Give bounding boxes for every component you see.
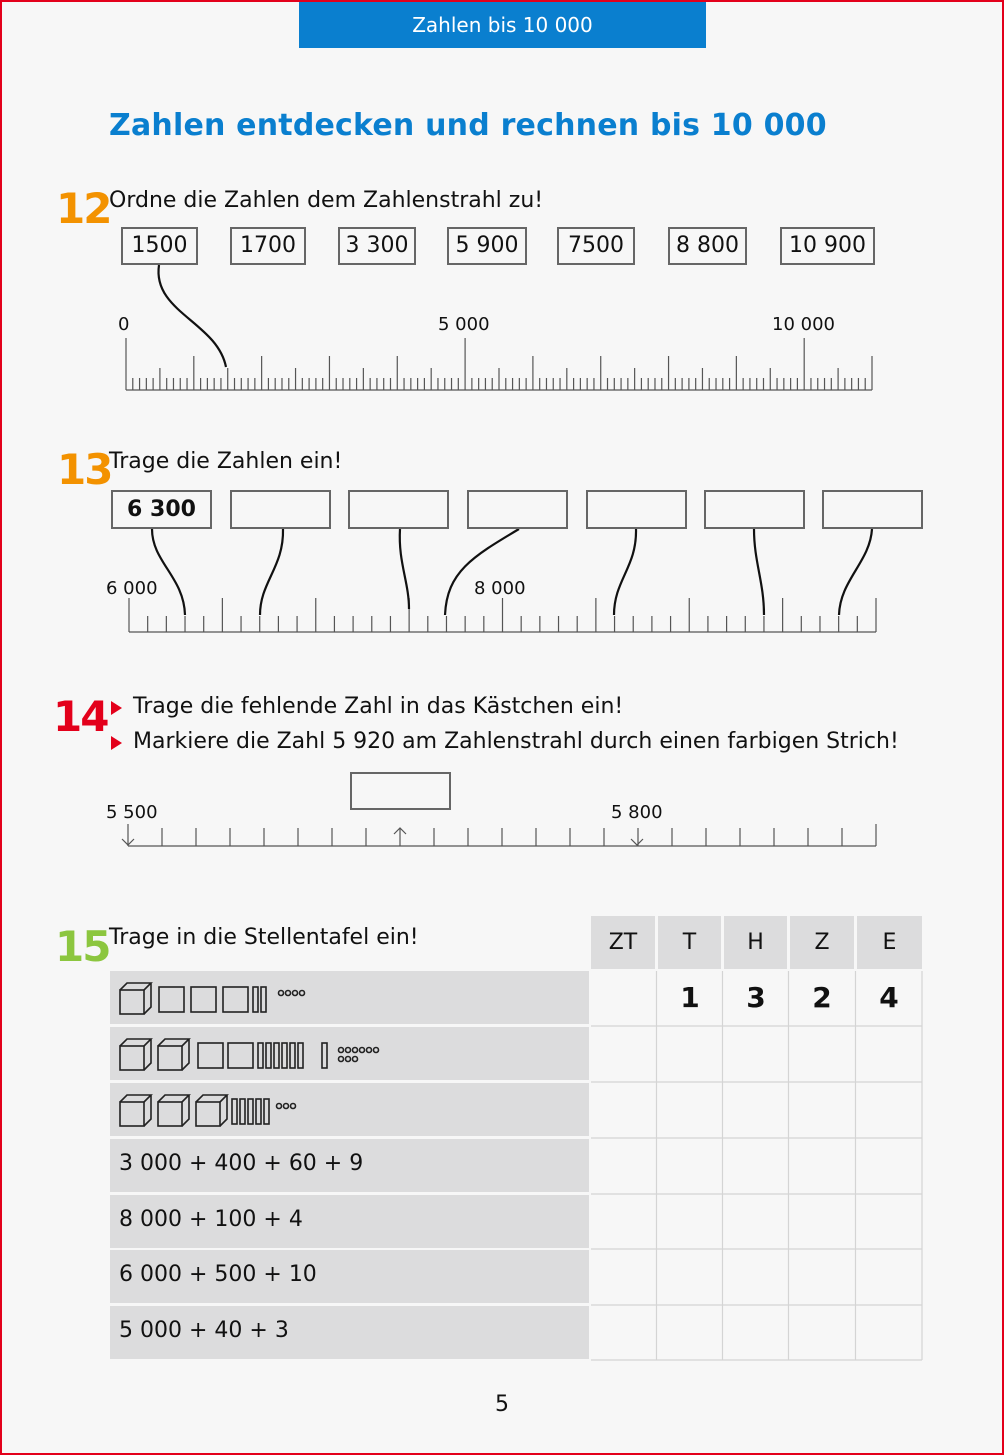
task-number-12: 12 [56,184,111,233]
expression-text: 6 000 + 500 + 10 [119,1262,317,1287]
connector-line [158,265,226,367]
connector-line [614,529,636,615]
column-header: E [857,916,922,969]
ten-rod-icon [261,987,266,1012]
thousand-cube-icon [120,1039,151,1070]
base-ten-blocks [110,971,350,1024]
task-number-15: 15 [55,922,110,971]
scale-label: 10 000 [772,314,835,335]
expression-text: 5 000 + 40 + 3 [119,1318,289,1343]
number-box: 7500 [557,227,635,265]
connector-line [400,529,409,609]
page-number: 5 [495,1392,509,1417]
digit-cell: 4 [879,981,899,1014]
scale-label: 5 500 [106,802,158,823]
number-box: 1500 [121,227,198,265]
number-box-filled: 6 300 [111,490,212,529]
page-title: Zahlen entdecken und rechnen bis 10 000 [109,108,827,143]
scale-label: 8 000 [474,578,526,599]
number-box: 10 900 [780,227,875,265]
connector-line [445,529,519,615]
table-row [110,971,589,1024]
hundred-flat-icon [228,1043,253,1068]
one-unit-icon [279,991,284,996]
hundred-flat-icon [198,1043,223,1068]
thousand-cube-icon [120,983,151,1014]
number-box: 8 800 [668,227,747,265]
arrow-down-icon [631,839,643,845]
digit-cell: 2 [812,981,832,1014]
place-value-header [591,916,922,969]
number-box: 3 300 [338,227,416,265]
base-ten-blocks [110,1083,350,1136]
scale-label: 6 000 [106,578,158,599]
ten-rod-icon [282,1043,287,1068]
number-line-5500-5900 [128,824,876,846]
ten-rod-icon [322,1043,327,1068]
hundred-flat-icon [191,987,216,1012]
connector-line [260,529,283,615]
ten-rod-icon [240,1099,245,1124]
base-ten-blocks [110,1027,410,1080]
connector-line [152,529,185,615]
ten-rod-icon [264,1099,269,1124]
ten-rod-icon [274,1043,279,1068]
one-unit-icon [293,991,298,996]
hundred-flat-icon [223,987,248,1012]
thousand-cube-icon [158,1095,189,1126]
answer-box[interactable] [467,490,568,529]
expression-text: 8 000 + 100 + 4 [119,1207,303,1232]
digit-cell: 3 [746,981,766,1014]
answer-box[interactable] [704,490,805,529]
place-value-grid [591,971,923,1361]
column-header: H [724,916,787,969]
task-number-13: 13 [57,445,112,494]
answer-box[interactable] [822,490,923,529]
digit-cell: 1 [680,981,700,1014]
ten-rod-icon [298,1043,303,1068]
table-row [110,1250,589,1303]
thousand-cube-icon [120,1095,151,1126]
expression-text: 3 000 + 400 + 60 + 9 [119,1151,364,1176]
hundred-flat-icon [159,987,184,1012]
task-15-instruction: Trage in die Stellentafel ein! [109,925,419,950]
ten-rod-icon [232,1099,237,1124]
scale-label: 0 [118,314,130,335]
thousand-cube-icon [196,1095,227,1126]
one-unit-icon [300,991,305,996]
table-row [110,1027,589,1080]
ten-rod-icon [258,1043,263,1068]
task-13-instruction: Trage die Zahlen ein! [109,449,343,474]
task-12-instruction: Ordne die Zahlen dem Zahlenstrahl zu! [109,188,544,213]
one-unit-icon [286,991,291,996]
connector-line [754,529,764,615]
ten-rod-icon [256,1099,261,1124]
ten-rod-icon [253,987,258,1012]
task-number-14: 14 [53,692,108,741]
answer-box[interactable] [348,490,449,529]
number-box: 1700 [230,227,306,265]
bullet-arrow-icon [111,736,122,750]
chapter-tab: Zahlen bis 10 000 [299,2,706,48]
ten-rod-icon [248,1099,253,1124]
missing-number-box[interactable] [350,772,451,810]
number-line-0-10000 [126,338,872,390]
answer-box[interactable] [586,490,687,529]
ten-rod-icon [290,1043,295,1068]
column-header: Z [790,916,854,969]
table-row [110,1195,589,1248]
thousand-cube-icon [158,1039,189,1070]
table-row [110,1139,589,1192]
ten-rod-icon [266,1043,271,1068]
column-header: T [658,916,721,969]
scale-label: 5 000 [438,314,490,335]
number-box: 5 900 [447,227,527,265]
task-14-instruction-1: Trage die fehlende Zahl in das Kästchen ein! [133,694,624,719]
task-14-instruction-2: Markiere die Zahl 5 920 am Zahlenstrahl durch einen farbigen Strich! [133,729,899,754]
table-row [110,1083,589,1136]
bullet-arrow-icon [111,701,122,715]
expression-column [110,971,589,1359]
connector-line [839,529,872,615]
scale-label: 5 800 [611,802,663,823]
answer-box[interactable] [230,490,331,529]
table-row [110,1306,589,1359]
column-header: ZT [591,916,655,969]
